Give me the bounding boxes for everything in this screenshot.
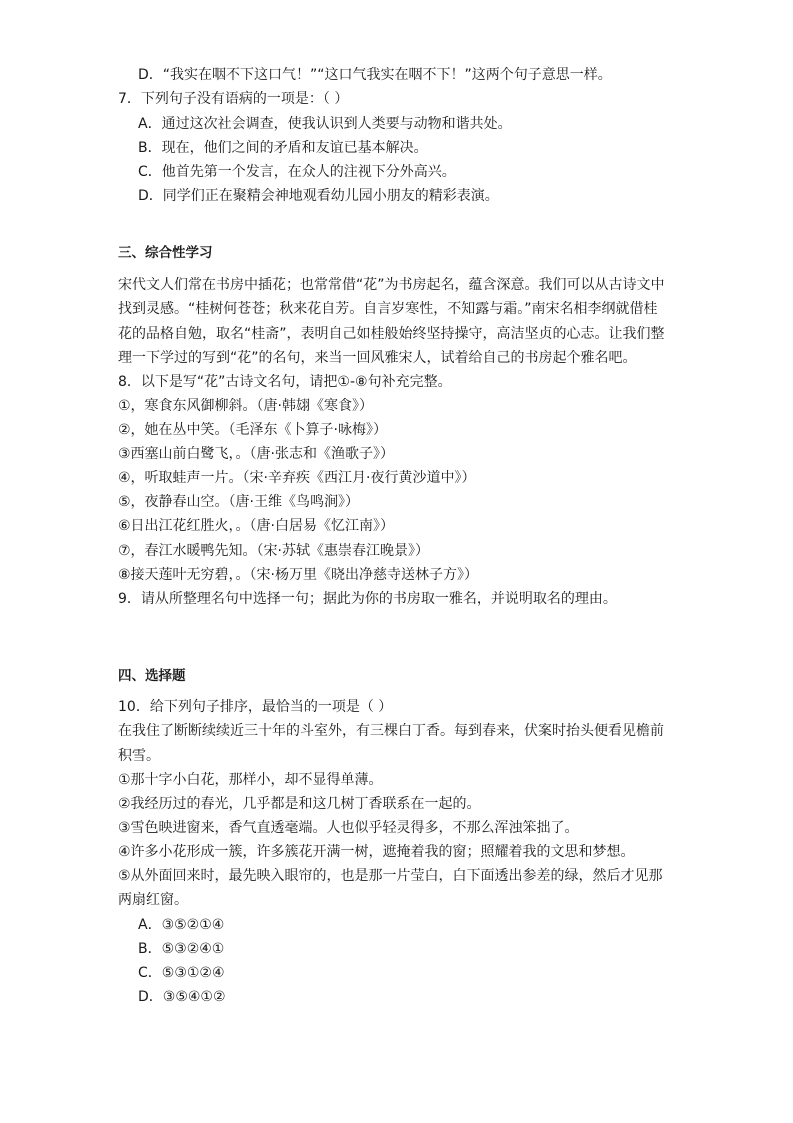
q10-sentence-4: ④许多小花形成一簇，许多簇花开满一树，遮掩着我的窗；照耀着我的文思和梦想。 <box>118 844 635 860</box>
q8-item-1: ①，寒食东风御柳斜。（唐·韩翃《寒食》） <box>118 398 373 414</box>
q7-stem: 7．下列句子没有语病的一项是：（ ） <box>118 91 349 107</box>
q7-option-a: A．通过这次社会调查，使我认识到人类要与动物和谐共处。 <box>138 116 512 132</box>
q8-item-4: ④，听取蛙声一片。（宋·辛弃疾《西江月·夜行黄沙道中》） <box>118 470 476 486</box>
q6-option-d: D．“我实在咽不下这口气！”“这口气我实在咽不下！”这两个句子意思一样。 <box>138 67 612 83</box>
q8-item-8: ⑧接天莲叶无穷碧，。（宋·杨万里《晓出净慈寺送林子方》） <box>118 567 478 583</box>
q10-sentence-5: ⑤从外面回来时，最先映入眼帘的，也是那一片莹白，白下面透出参差的绿，然后才见那 <box>118 868 663 884</box>
section3-intro-line-3: 花的品格自勉，取名“桂斋”，表明自己如桂般始终坚持操守，高洁坚贞的心志。让我们整 <box>118 326 665 342</box>
q10-sentence-2: ②我经历过的春光，几乎都是和这几树丁香联系在一起的。 <box>118 796 481 812</box>
q10-option-d: D．③⑤④①② <box>138 989 226 1005</box>
q7-option-b: B．现在，他们之间的矛盾和友谊已基本解决。 <box>138 140 428 156</box>
q10-sentence-1: ①那十字小白花，那样小，却不显得单薄。 <box>118 772 383 788</box>
q10-option-b: B．⑤③②④① <box>138 941 225 957</box>
q10-context-line-1: 在我住了断断续续近三十年的斗室外，有三棵白丁香。每到春来，伏案时抬头便看见檐前 <box>118 723 664 739</box>
q8-stem: 8．以下是写“花”古诗文名句，请把①-⑧句补充完整。 <box>118 374 452 390</box>
section3-intro-line-4: 理一下学过的写到“花”的名句，来当一回风雅宋人，试着给自己的书房起个雅名吧。 <box>118 350 637 366</box>
q8-item-2: ②，她在丛中笑。（毛泽东《卜算子·咏梅》） <box>118 422 387 438</box>
section3-intro-line-1: 宋代文人们常在书房中插花；也常常借“花”为书房起名，蕴含深意。我们可以从古诗文中 <box>118 277 665 293</box>
q10-sentence-5-cont: 两扇红窗。 <box>118 892 188 908</box>
q10-option-a: A．③⑤②①④ <box>138 917 225 933</box>
q10-sentence-3: ③雪色映进窗来，香气直透毫端。人也似乎轻灵得多，不那么浑浊笨拙了。 <box>118 820 579 836</box>
section4-heading: 四、选择题 <box>118 668 186 684</box>
q7-option-d: D．同学们正在聚精会神地观看幼儿园小朋友的精彩表演。 <box>138 188 499 204</box>
q10-context-line-2: 积雪。 <box>118 748 160 764</box>
q8-item-3: ③西塞山前白鹭飞，。（唐·张志和《渔歌子》） <box>118 446 394 462</box>
q8-item-6: ⑥日出江花红胜火，。（唐·白居易《忆江南》） <box>118 518 394 534</box>
q10-option-c: C．⑤③①②④ <box>138 965 225 981</box>
section3-heading: 三、综合性学习 <box>118 245 213 261</box>
section3-intro-line-2: 找到灵感。“桂树何苍苍；秋来花自芳。自言岁寒性，不知露与霜。”南宋名相李纲就借桂 <box>118 301 658 317</box>
q9-stem: 9．请从所整理名句中选择一句；据此为你的书房取一雅名，并说明取名的理由。 <box>118 591 617 607</box>
q10-stem: 10．给下列句子排序，最恰当的一项是（ ） <box>118 699 393 715</box>
q7-option-c: C．他首先第一个发言，在众人的注视下分外高兴。 <box>138 164 456 180</box>
q8-item-5: ⑤，夜静春山空。（唐·王维《鸟鸣涧》） <box>118 494 359 510</box>
q8-item-7: ⑦，春江水暖鸭先知。（宋·苏轼《惠崇春江晚景》） <box>118 543 429 559</box>
